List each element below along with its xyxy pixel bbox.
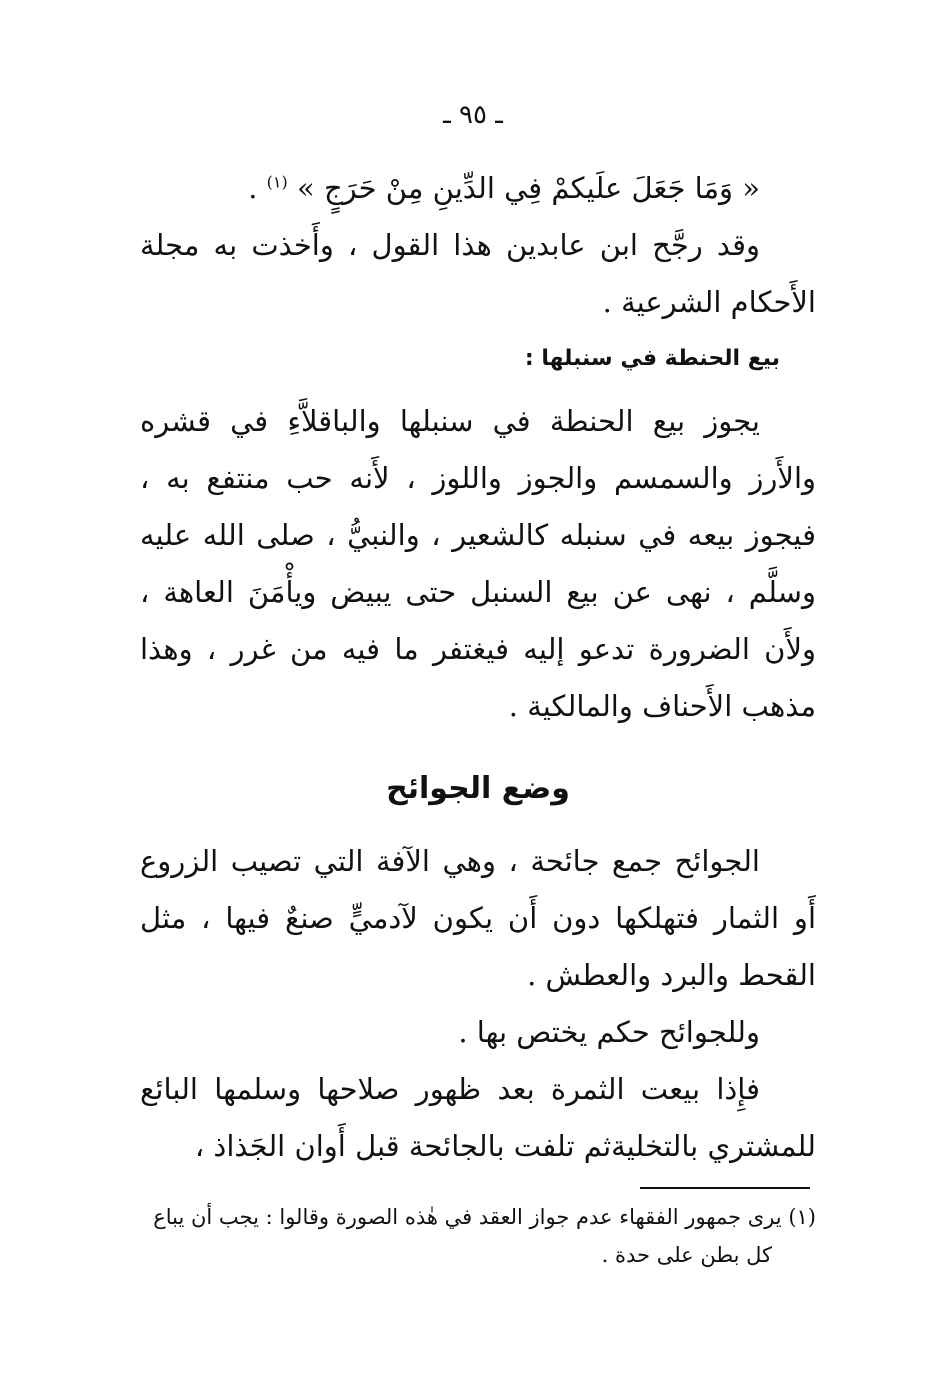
footnote	[140, 1198, 816, 1274]
paragraph-fruit-sale: فإِذا بيعت الثمرة بعد ظهور صلاحها وسلمها البائع للمشتري بالتخليةثم تلفت بالجائحة قبل أَوان الجَذاذ ،	[140, 1072, 816, 1163]
page-body	[140, 160, 816, 1175]
footnote-line-2: كل بطن على حدة .	[601, 1243, 772, 1267]
paragraph-wheat-sale: يجوز بيع الحنطة في سنبلها والباقلاَّءِ في قشره والأَرز والسمسم والجوز واللوز ، لأَنه حب منتفع به ، فيجوز بيعه في سنبله كالشعير ، والنبيُّ ، صلى الله عليه وسلَّم ، نهى عن بيع السنبل حتى يبيض ويأْمَنَ العاهة ، ولأَن الضرورة تدعو إليه فيغتفر ما فيه من غرر ، وهذا مذهب الأَحناف والمالكية .	[140, 404, 816, 723]
quran-verse-line	[140, 160, 816, 217]
paragraph-jawaih-rule: وللجوائح حكم يختص بها .	[458, 1015, 760, 1049]
footnote-reference: (١)	[266, 172, 288, 192]
paragraph-ibn-abidin: وقد رجَّح ابن عابدين هذا القول ، وأَخذت به مجلة الأَحكام الشرعية .	[140, 228, 816, 319]
section-heading-jawaih: وضع الجوائح	[386, 771, 570, 806]
footnote-divider	[640, 1187, 810, 1189]
paragraph-jawaih-definition: الجوائح جمع جائحة ، وهي الآفة التي تصيب الزروع أَو الثمار فتهلكها دون أَن يكون لآدميٍّ صنعٌ فيها ، مثل القحط والبرد والعطش .	[140, 844, 816, 992]
quran-verse-end: .	[248, 171, 267, 205]
page-number: ـ ٩٥ ـ	[443, 100, 503, 130]
footnote-line-1: (١) يرى جمهور الفقهاء عدم جواز العقد في هٰذه الصورة وقالوا : يجب أن يباع	[153, 1205, 816, 1229]
quran-verse: « وَمَا جَعَلَ علَيكمْ فِي الدِّينِ مِنْ حَرَجٍ »	[296, 171, 760, 205]
subheading-wheat-sale: بيع الحنطة في سنبلها :	[524, 346, 780, 371]
